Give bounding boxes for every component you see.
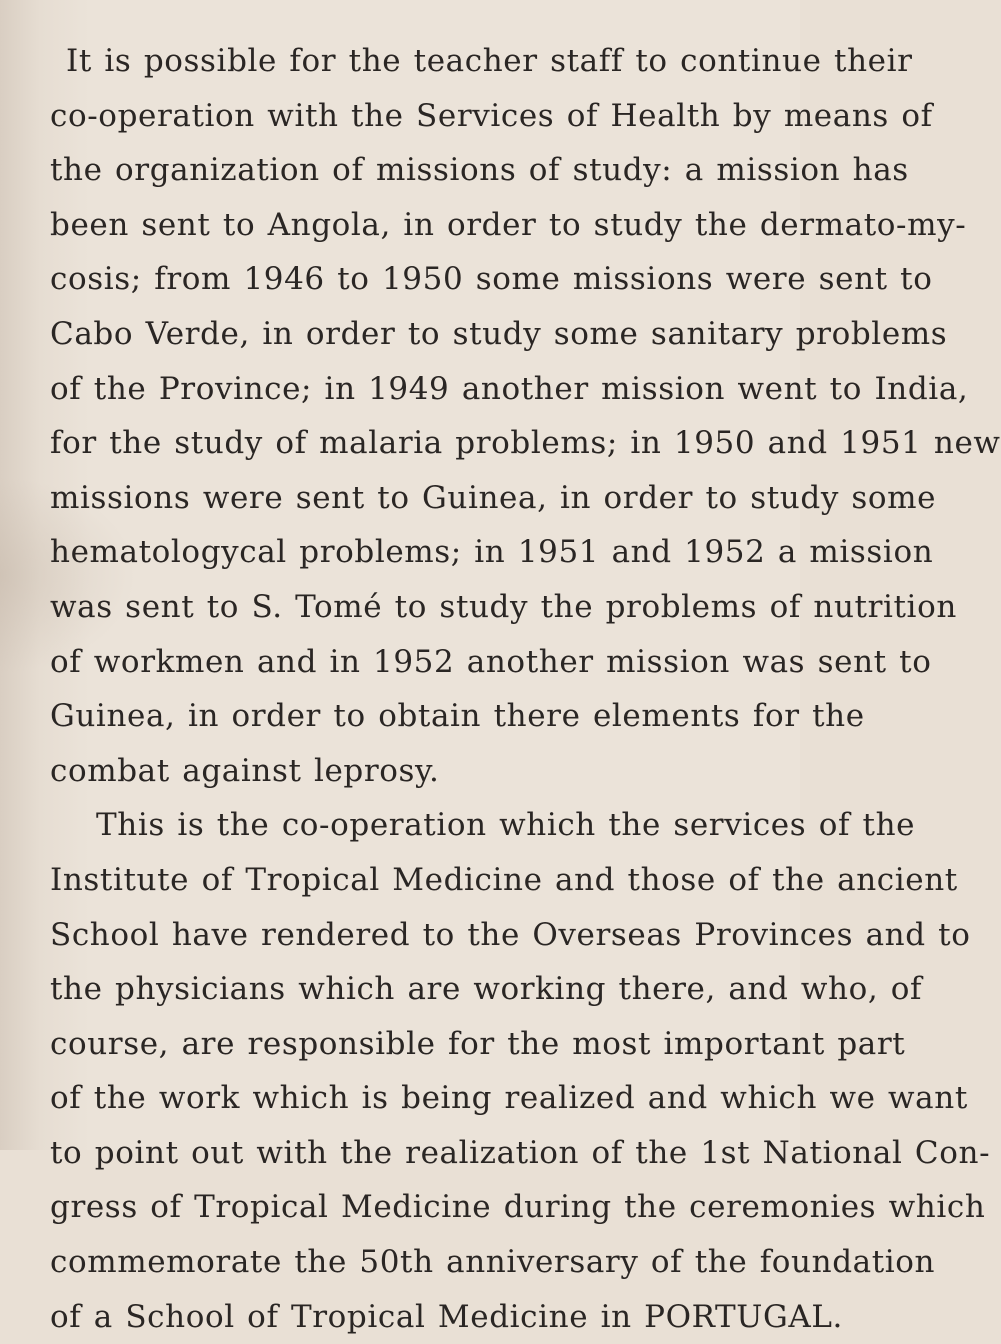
text-line: School have rendered to the Overseas Provinces and to (50, 916, 971, 953)
text-line: co-operation with the Services of Health by means of (50, 97, 933, 134)
text-line: Cabo Verde, in order to study some sanitary problems (50, 315, 948, 352)
text-line: This is the co-operation which the services of the (96, 807, 916, 844)
text-line: course, are responsible for the most important part (50, 1025, 906, 1062)
text-line: commemorate the 50th anniversary of the foundation (50, 1244, 936, 1281)
text-line: of the Province; in 1949 another mission went to India, (50, 370, 969, 407)
text-line: to point out with the realization of the 1st National Con- (50, 1134, 991, 1171)
text-line: of the work which is being realized and which we want (50, 1080, 968, 1117)
text-line: of workmen and in 1952 another mission was sent to (50, 643, 932, 680)
text-line: It is possible for the teacher staff to continue their (66, 43, 913, 79)
text-line: Guinea, in order to obtain there elements for the (50, 698, 865, 735)
text-line: missions were sent to Guinea, in order to study some (50, 479, 937, 516)
paragraph-1 (50, 34, 1001, 798)
text-line: Institute of Tropical Medicine and those of the ancient (50, 861, 958, 898)
text-line: cosis; from 1946 to 1950 some missions were sent to (50, 261, 933, 298)
text-line: was sent to S. Tomé to study the problems of nutrition (50, 588, 957, 625)
text-line: the organization of missions of study: a mission has (50, 152, 909, 189)
text-line: for the study of malaria problems; in 1950 and 1951 new (50, 425, 1001, 462)
body-text (50, 34, 1001, 1344)
text-line: the physicians which are working there, and who, of (50, 971, 923, 1008)
text-line: of a School of Tropical Medicine in PORTUGAL. (50, 1298, 843, 1335)
text-line: gress of Tropical Medicine during the ceremonies which (50, 1189, 986, 1226)
text-line: hematologycal problems; in 1951 and 1952 a mission (50, 534, 934, 571)
paragraph-2 (50, 798, 991, 1344)
text-line: been sent to Angola, in order to study the dermato-my- (50, 206, 967, 243)
text-line: combat against leprosy. (50, 752, 440, 789)
